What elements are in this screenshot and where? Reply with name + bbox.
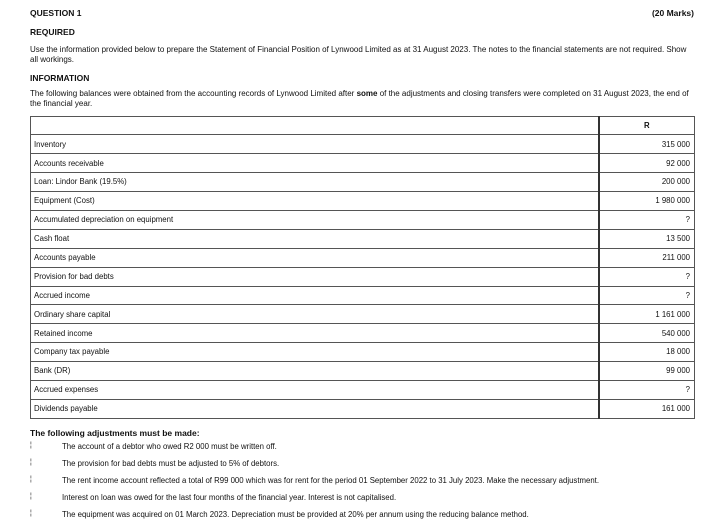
question-title: QUESTION 1 — [30, 8, 82, 18]
adjustment-item — [30, 489, 694, 506]
adjustment-item — [30, 472, 694, 489]
currency-column-header: R — [599, 116, 695, 135]
table-row — [31, 286, 695, 305]
balances-table-body — [31, 135, 695, 418]
bullet-icon: ¦ — [30, 492, 32, 500]
adjustment-text: The account of a debtor who owed R2 000 must be written off. — [62, 441, 277, 451]
table-row — [31, 210, 695, 229]
information-text-after: of the adjustments and closing transfers were completed on 31 August 2023, the end of the financial year. — [30, 88, 689, 109]
adjustment-item — [30, 438, 694, 455]
balance-amount: 1 161 000 — [599, 305, 695, 324]
bullet-icon: ¦ — [30, 509, 32, 517]
bullet-icon: ¦ — [30, 458, 32, 466]
balance-amount: 211 000 — [599, 248, 695, 267]
table-row — [31, 343, 695, 362]
balance-label: Retained income — [31, 324, 599, 343]
bullet-icon: ¦ — [30, 441, 32, 449]
table-row — [31, 229, 695, 248]
table-row — [31, 305, 695, 324]
question-header — [30, 8, 694, 18]
balance-label: Company tax payable — [31, 343, 599, 362]
adjustments-heading: The following adjustments must be made: — [30, 427, 200, 438]
table-row — [31, 154, 695, 173]
balance-label: Bank (DR) — [31, 362, 599, 381]
balance-amount: 18 000 — [599, 343, 695, 362]
table-row — [31, 381, 695, 400]
adjustment-text: The equipment was acquired on 01 March 2023. Depreciation must be provided at 20% per annum using the reducing balance method. — [62, 509, 529, 519]
required-heading: REQUIRED — [30, 27, 75, 38]
required-text: Use the information provided below to prepare the Statement of Financial Position of Lynwood Limited as at 31 August 2023. The notes to the financial statements are not required. Show all workings. — [30, 45, 687, 64]
information-text-bold: some — [356, 88, 378, 98]
balance-label: Equipment (Cost) — [31, 192, 599, 211]
balance-amount: ? — [599, 381, 695, 400]
balances-table — [30, 116, 695, 419]
table-row — [31, 173, 695, 192]
adjustment-item — [30, 455, 694, 472]
balance-label: Accounts payable — [31, 248, 599, 267]
balance-amount: 92 000 — [599, 154, 695, 173]
adjustment-text: The rent income account reflected a total of R99 000 which was for rent for the period 01 September 2022 to 31 July 2023. Make the necessary adjustment. — [62, 475, 599, 485]
balance-label: Accrued income — [31, 286, 599, 305]
information-text-before: The following balances were obtained from the accounting records of Lynwood Limited after — [30, 88, 357, 98]
balance-amount: 200 000 — [599, 173, 695, 192]
table-row — [31, 192, 695, 211]
adjustment-text: The provision for bad debts must be adjusted to 5% of debtors. — [62, 458, 280, 468]
balance-amount: 1 980 000 — [599, 192, 695, 211]
balance-amount: 99 000 — [599, 362, 695, 381]
balance-label: Ordinary share capital — [31, 305, 599, 324]
table-row — [31, 399, 695, 418]
balance-amount: 161 000 — [599, 399, 695, 418]
balance-amount: ? — [599, 210, 695, 229]
information-heading: INFORMATION — [30, 72, 90, 83]
label-column-header — [31, 116, 599, 135]
question-marks: (20 Marks) — [651, 8, 694, 18]
table-row — [31, 135, 695, 154]
table-row — [31, 248, 695, 267]
balance-amount: ? — [599, 286, 695, 305]
balance-label: Inventory — [31, 135, 599, 154]
balance-amount: 13 500 — [599, 229, 695, 248]
bullet-icon: ¦ — [30, 475, 32, 483]
balance-amount: 540 000 — [599, 324, 695, 343]
table-row — [31, 362, 695, 381]
balance-label: Provision for bad debts — [31, 267, 599, 286]
balance-label: Accounts receivable — [31, 154, 599, 173]
balance-label: Loan: Lindor Bank (19.5%) — [31, 173, 599, 192]
table-row — [31, 324, 695, 343]
table-row — [31, 267, 695, 286]
table-header-row — [31, 116, 695, 135]
balance-label: Cash float — [31, 229, 599, 248]
balance-label: Accumulated depreciation on equipment — [31, 210, 599, 229]
adjustments-list — [30, 438, 694, 523]
balance-amount: ? — [599, 267, 695, 286]
balance-amount: 315 000 — [599, 135, 695, 154]
adjustment-item — [30, 506, 694, 523]
balance-label: Accrued expenses — [31, 381, 599, 400]
information-text — [30, 89, 694, 110]
adjustment-text: Interest on loan was owed for the last four months of the financial year. Interest is not capitalised. — [62, 492, 397, 502]
balance-label: Dividends payable — [31, 399, 599, 418]
